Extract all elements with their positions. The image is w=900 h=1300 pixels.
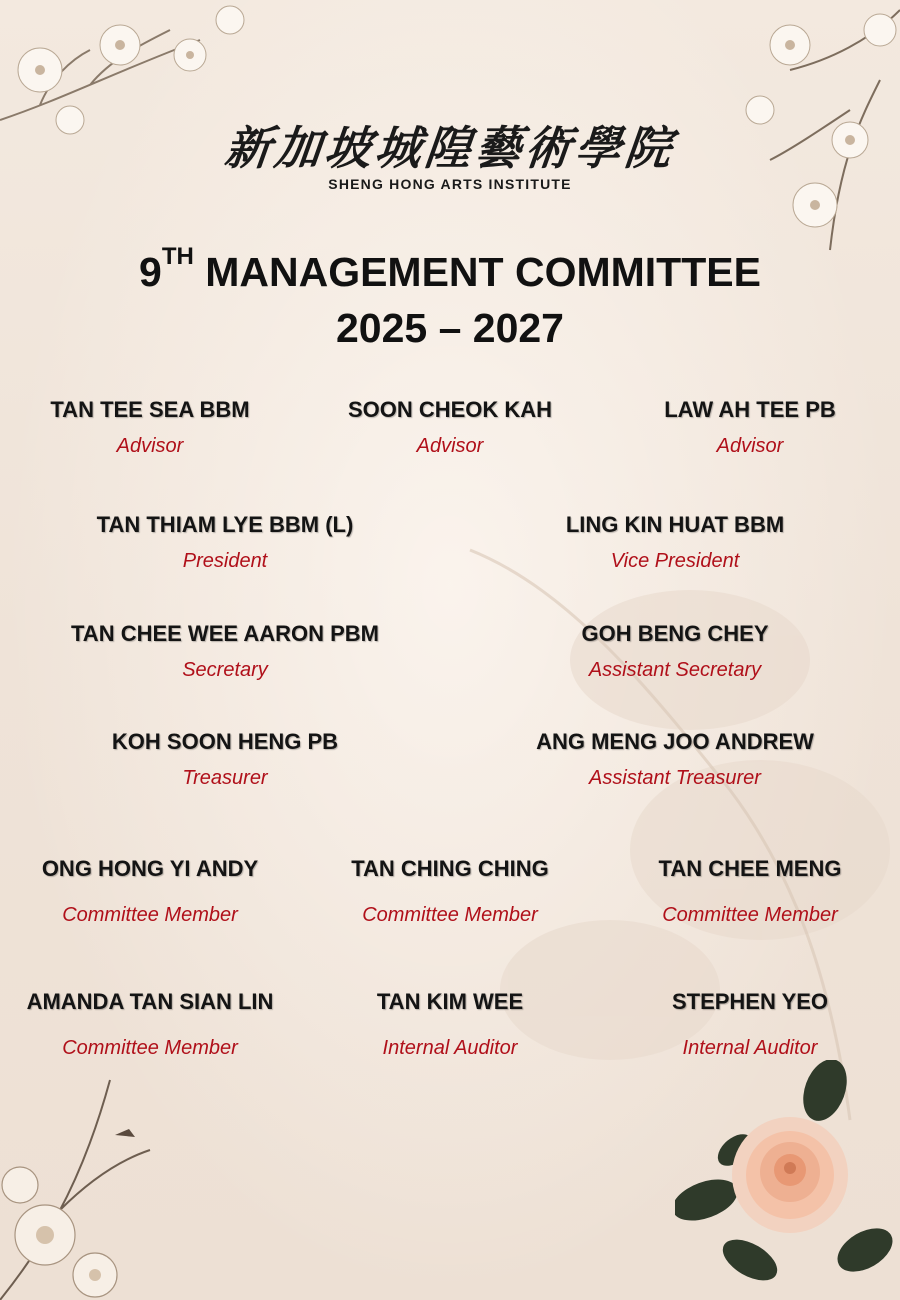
committee-member-advisor-2	[280, 396, 620, 459]
member-name: TAN KIM WEE	[376, 989, 524, 1014]
member-role: Assistant Treasurer	[589, 767, 761, 789]
member-name: TAN TEE SEA BBM	[50, 397, 250, 422]
member-role: Advisor	[116, 435, 184, 457]
logo-english-name: SHENG HONG ARTS INSTITUTE	[328, 176, 572, 192]
title-text: MANAGEMENT COMMITTEE	[193, 249, 761, 295]
member-role: Secretary	[182, 659, 268, 681]
peony-bottom-right-decoration	[675, 1060, 900, 1300]
institute-logo	[0, 118, 900, 192]
member-name: TAN CHING CHING	[351, 856, 549, 881]
member-name: ONG HONG YI ANDY	[41, 856, 259, 881]
page-title	[0, 243, 900, 298]
member-role: Committee Member	[62, 1037, 238, 1059]
member-name: SOON CHEOK KAH	[347, 397, 553, 422]
committee-member-secretary	[55, 620, 395, 683]
logo-chinese-calligraphy: 新加坡城隍藝術學院	[222, 121, 678, 175]
committee-member-advisor-3	[580, 396, 900, 459]
member-role: Committee Member	[662, 904, 838, 926]
committee-member-1	[0, 855, 320, 928]
member-name: ANG MENG JOO ANDREW	[536, 729, 814, 754]
member-role: Treasurer	[182, 767, 268, 789]
title-ordinal-number: 9	[139, 249, 162, 295]
member-name: LAW AH TEE PB	[664, 397, 836, 422]
member-name: STEPHEN YEO	[671, 989, 829, 1014]
member-role: President	[182, 550, 268, 572]
committee-member-advisor-1	[0, 396, 320, 459]
committee-member-internal-auditor-2	[580, 988, 900, 1061]
committee-member-3	[580, 855, 900, 928]
term-years: 2025 – 2027	[335, 305, 564, 351]
committee-member-2	[280, 855, 620, 928]
member-name: LING KIN HUAT BBM	[565, 512, 785, 537]
committee-member-assistant-treasurer	[505, 728, 845, 791]
flower-branch-bottom-left-decoration	[0, 1060, 170, 1300]
member-name: TAN THIAM LYE BBM (L)	[96, 512, 354, 537]
member-role: Advisor	[416, 435, 484, 457]
committee-member-president	[55, 511, 395, 574]
member-role: Internal Auditor	[682, 1037, 818, 1059]
member-role: Vice President	[610, 550, 740, 572]
committee-member-vice-president	[505, 511, 845, 574]
member-role: Internal Auditor	[382, 1037, 518, 1059]
member-role: Committee Member	[362, 904, 538, 926]
member-role: Advisor	[716, 435, 784, 457]
member-name: TAN CHEE WEE AARON PBM	[71, 621, 379, 646]
title-ordinal-suffix: TH	[161, 243, 194, 270]
member-role: Assistant Secretary	[588, 659, 762, 681]
member-name: AMANDA TAN SIAN LIN	[26, 989, 274, 1014]
member-name: TAN CHEE MENG	[658, 856, 842, 881]
committee-member-4	[0, 988, 320, 1061]
committee-member-treasurer	[55, 728, 395, 791]
committee-member-assistant-secretary	[505, 620, 845, 683]
member-name: KOH SOON HENG PB	[111, 729, 339, 754]
committee-member-internal-auditor-1	[280, 988, 620, 1061]
member-role: Committee Member	[62, 904, 238, 926]
member-name: GOH BENG CHEY	[581, 621, 769, 646]
